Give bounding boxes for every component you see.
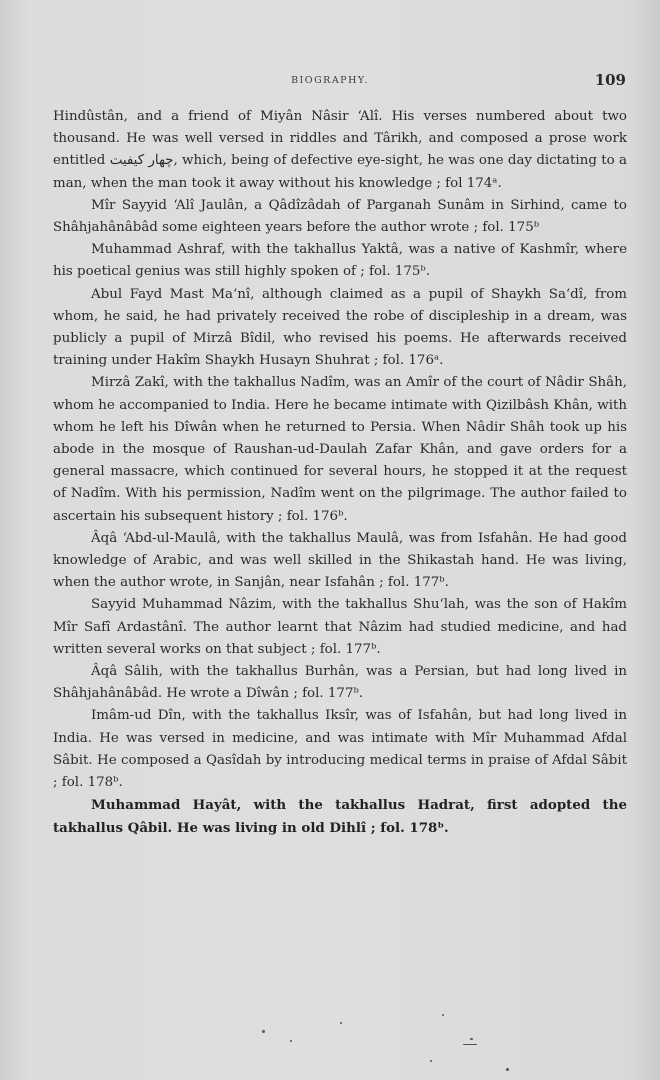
paragraph-1: Hindûstân, and a friend of Miyân Nâsir ‘Alî. His verses numbered about two thousand. He was well versed in riddles and Târikh, and composed a prose work entitled چهار کیفیت, which, being of defective eye-sight, he was one day dictating to a man, when the man took it away without his knowledge ; fol 174ᵃ. — [53, 109, 627, 191]
paragraph-2: Mîr Sayyid ‘Alî Jaulân, a Qâdîzâdah of Parganah Sunâm in Sirhind, came to Shâhjahânâbâd some eighteen years before the author wrote ; fol. 175ᵇ — [53, 197, 627, 236]
speck — [470, 1038, 473, 1040]
paragraph-4: Abul Fayd Mast Ma‘nî, although claimed as a pupil of Shaykh Sa‘dî, from whom, he said, he had privately received the robe of discipleship in a dream, was publicly a pupil of Mirzâ Bîdil, who revised his poems. He afterwards received training under Hakîm Shaykh Husayn Shuhrat ; fol. 176ᵃ. — [53, 286, 627, 369]
speck — [262, 1030, 265, 1033]
paragraph-5: Mirzâ Zakî, with the takhallus Nadîm, was an Amîr of the court of Nâdir Shâh, whom he accompanied to India. Here he became intimate with Qizilbâsh Khân, with whom he left his Dîwân when he returned to Persia. When Nâdir Shâh took up his abode in the mosque of Raushan-ud-Daulah Zafar Khân, and gave orders for a general massacre, which continued for several hours, he stopped it at the request of Nadîm. With his permission, Nadîm went on the pilgrimage. The author failed to ascertain his subsequent history ; fol. 176ᵇ. — [53, 375, 627, 524]
running-head: BIOGRAPHY. — [291, 75, 369, 86]
paragraph-10: Muhammad Hayât, with the takhallus Hadrat, first adopted the takhallus Qâbil. He was living in old Dihlî ; fol. 178ᵇ. — [53, 797, 627, 836]
paragraph-3: Muhammad Ashraf, with the takhallus Yaktâ, was a native of Kashmîr, where his poetical genius was still highly spoken of ; fol. 175ᵇ. — [53, 242, 627, 280]
speck — [430, 1060, 432, 1062]
speck — [340, 1022, 342, 1024]
page-specks-decoration — [0, 1000, 660, 1080]
speck — [290, 1040, 292, 1042]
speck — [442, 1014, 444, 1016]
speck — [506, 1068, 509, 1071]
paragraph-7: Sayyid Muhammad Nâzim, with the takhallus Shu‘lah, was the son of Hakîm Mîr Safî Ardastânî. The author learnt that Nâzim had studied medicine, and had written several works on that subject ; fol. 177ᵇ. — [53, 597, 627, 657]
page-number: 109 — [594, 71, 626, 89]
paragraph-6: Âqâ ‘Abd-ul-Maulâ, with the takhallus Maulâ, was from Isfahân. He had good knowledge of Arabic, and was well skilled in the Shikastah hand. He was living, when the author wrote, in Sanjân, near Isfahân ; fol. 177ᵇ. — [53, 530, 627, 591]
body-text — [53, 106, 627, 839]
paragraph-8: Âqâ Sâlih, with the takhallus Burhân, was a Persian, but had long lived in Shâhjahânâbâd. He wrote a Dîwân ; fol. 177ᵇ. — [53, 664, 627, 702]
speck — [463, 1044, 477, 1045]
paragraph-9: Imâm-ud Dîn, with the takhallus Iksîr, was of Isfahân, but had long lived in India. He was versed in medicine, and was intimate with Mîr Muhammad Afdal Sâbit. He composed a Qasîdah by introducing medical terms in praise of Afdal Sâbit ; fol. 178ᵇ. — [53, 708, 627, 791]
page-header — [0, 70, 660, 90]
